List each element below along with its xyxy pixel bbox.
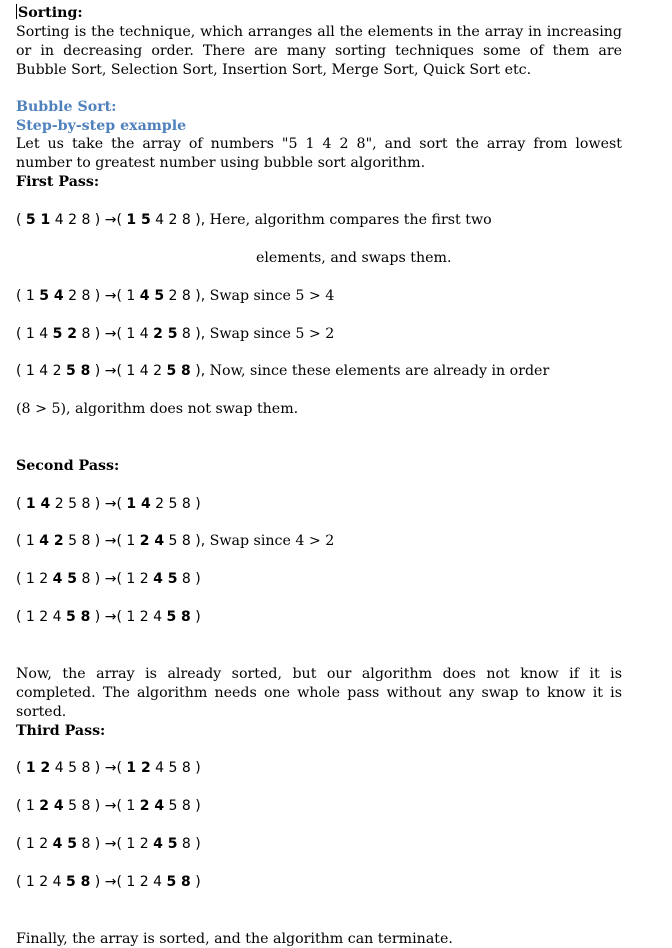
document-page bbox=[16, 4, 622, 948]
step-line: ( 1 2 4 5 8 ) →( 1 2 4 5 8 ) bbox=[16, 759, 622, 778]
spacer bbox=[16, 80, 622, 98]
third-pass-heading: Third Pass: bbox=[16, 722, 622, 741]
sorting-heading: Sorting: bbox=[16, 4, 622, 23]
step-line: ( 1 2 4 5 8 ) →( 1 2 4 5 8 ) bbox=[16, 835, 622, 854]
second-pass-heading: Second Pass: bbox=[16, 457, 622, 476]
step-line: ( 1 2 4 5 8 ) →( 1 2 4 5 8 ) bbox=[16, 570, 622, 589]
bubble-sort-heading: Bubble Sort: bbox=[16, 98, 622, 117]
sorting-paragraph: Sorting is the technique, which arranges all the elements in the array in increasing or in decreasing order. There are many sorting techniques some of them are Bubble Sort, Selection Sort, Insertion Sort, Merge Sort, Quick Sort etc. bbox=[16, 23, 622, 80]
final-sentence: Finally, the array is sorted, and the algorithm can terminate. bbox=[16, 930, 622, 948]
step-line: ( 1 2 4 5 8 ) →( 1 2 4 5 8 ) bbox=[16, 873, 622, 892]
step-line: ( 1 4 2 5 8 ) →( 1 2 4 5 8 ), Swap since 4 > 2 bbox=[16, 532, 622, 551]
step-line: ( 1 2 4 5 8 ) →( 1 2 4 5 8 ) bbox=[16, 797, 622, 816]
step-line: ( 1 2 4 5 8 ) →( 1 2 4 5 8 ) bbox=[16, 608, 622, 627]
step-line-cont: (8 > 5), algorithm does not swap them. bbox=[16, 400, 622, 419]
step-line: ( 1 4 2 5 8 ) →( 1 4 2 5 8 ) bbox=[16, 495, 622, 514]
second-pass-steps bbox=[16, 476, 622, 665]
second-pass-after: Now, the array is already sorted, but our algorithm does not know if it is completed. The algorithm needs one whole pass without any swap to know it is sorted. bbox=[16, 665, 622, 722]
step-by-step-heading: Step-by-step example bbox=[16, 117, 622, 136]
third-pass-steps bbox=[16, 740, 622, 929]
first-pass-heading: First Pass: bbox=[16, 173, 622, 192]
step-line: ( 5 1 4 2 8 ) →( 1 5 4 2 8 ), Here, algorithm compares the first two bbox=[16, 211, 622, 230]
bubble-intro: Let us take the array of numbers "5 1 4 2 8", and sort the array from lowest number to greatest number using bubble sort algorithm. bbox=[16, 135, 622, 173]
step-line: ( 1 4 2 5 8 ) →( 1 4 2 5 8 ), Now, since these elements are already in order bbox=[16, 362, 622, 381]
text-cursor bbox=[16, 4, 17, 19]
arrow-glyph: → bbox=[105, 212, 117, 228]
step-line: ( 1 4 5 2 8 ) →( 1 4 2 5 8 ), Swap since 5 > 2 bbox=[16, 325, 622, 344]
step-line: ( 1 5 4 2 8 ) →( 1 4 5 2 8 ), Swap since 5 > 4 bbox=[16, 287, 622, 306]
step-line-cont: elements, and swaps them. bbox=[16, 249, 622, 268]
first-pass-steps bbox=[16, 192, 622, 457]
